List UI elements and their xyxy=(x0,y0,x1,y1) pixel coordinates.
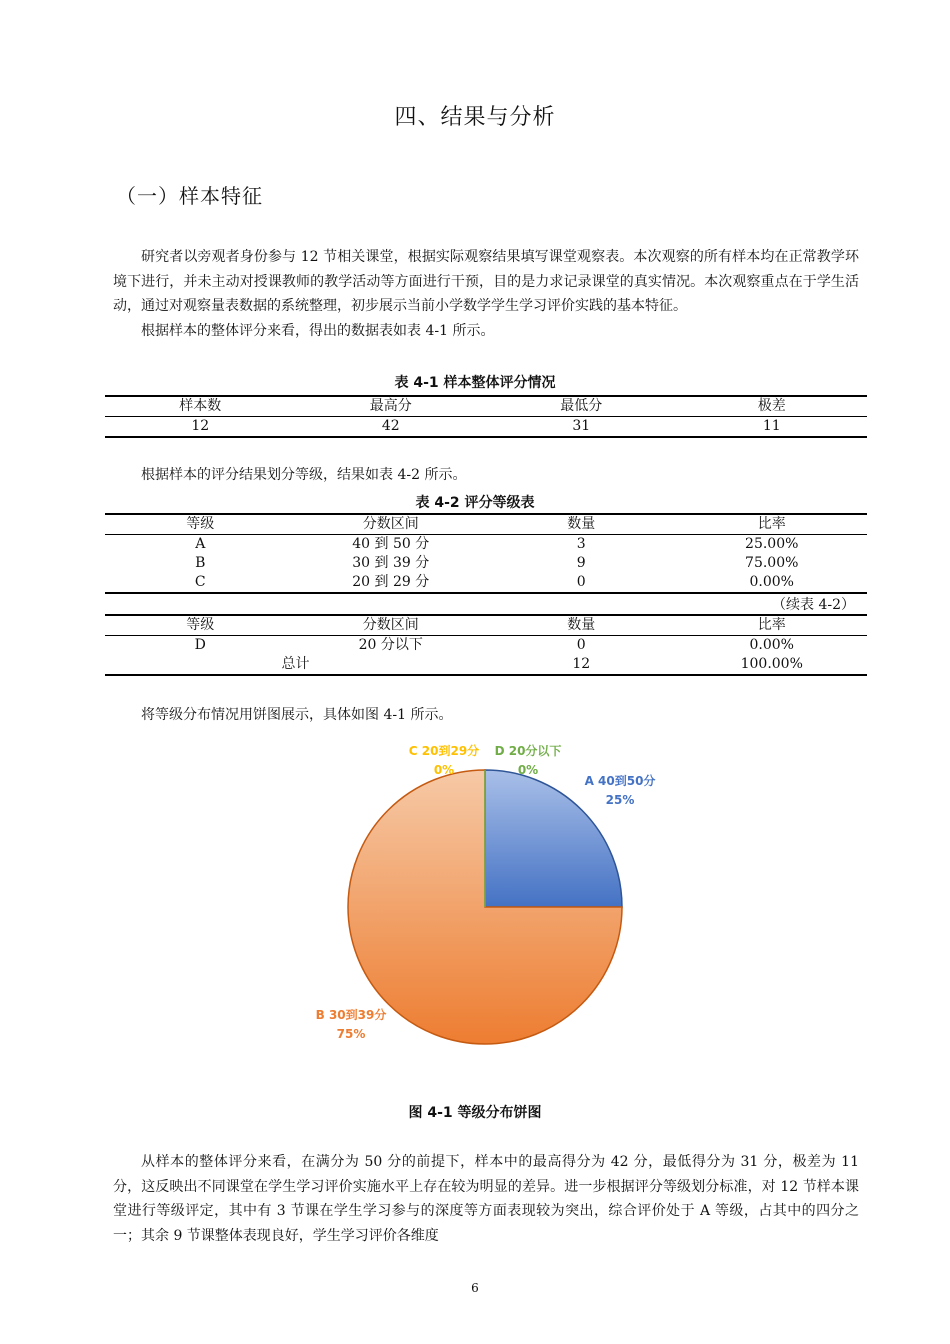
chart-intro-text: 将等级分布情况用饼图展示，具体如图 4-1 所示。 xyxy=(141,707,453,723)
table1-header-cell: 极差 xyxy=(677,396,868,417)
pie-label-name: B 30到39分 xyxy=(315,1008,387,1022)
chart-intro xyxy=(113,703,859,728)
table2-header-cell: 数量 xyxy=(486,615,677,636)
table2-caption: 表 4-2 评分等级表 xyxy=(415,495,535,511)
table1-header-cell: 最高分 xyxy=(296,396,487,417)
pie-label-name: C 20到29分 xyxy=(408,744,480,758)
table-row xyxy=(105,417,867,438)
table2-total-ratio: 100.00% xyxy=(740,656,803,672)
table1-cell: 31 xyxy=(572,418,591,434)
table2-cell: 0.00% xyxy=(749,574,794,590)
table1-cell: 11 xyxy=(762,418,781,434)
table2-cell: 20 分以下 xyxy=(358,637,423,653)
pie-label-percent: 0% xyxy=(517,763,539,777)
section-title: 四、结果与分析 xyxy=(394,105,556,130)
table2-cell: C xyxy=(194,574,206,590)
figure-caption: 图 4-1 等级分布饼图 xyxy=(408,1105,542,1121)
pie-label-name: D 20分以下 xyxy=(494,744,562,758)
table2-intro-text: 根据样本的评分结果划分等级，结果如表 4-2 所示。 xyxy=(141,467,467,483)
table2-header-row xyxy=(105,514,867,535)
intro-paragraph-2: 根据样本的整体评分来看，得出的数据表如表 4-1 所示。 xyxy=(141,322,495,339)
table2-header-cell: 等级 xyxy=(105,615,296,636)
table2-cell: 3 xyxy=(576,536,586,552)
table2-continued-note: （续表 4-2） xyxy=(772,597,855,613)
table2-header-cell: 分数区间 xyxy=(296,615,487,636)
table2-header-cell: 分数区间 xyxy=(296,514,487,535)
table2-cell: A xyxy=(195,536,206,552)
table1 xyxy=(105,395,867,438)
intro-paragraph-1: 研究者以旁观者身份参与 12 节相关课堂，根据实际观察结果填写课堂观察表。本次观察的所有样本均在正常教学环境下进行，并未主动对授课教师的教学活动等方面进行干预，目的是力求记录课堂的真实情况。本次观察重点在于学生活动，通过对观察量表数据的系统整理，初步展示当前小学数学学生学习评价实践的基本特征。 xyxy=(113,249,859,315)
table1-cell: 42 xyxy=(381,418,400,434)
pie-label-percent: 0% xyxy=(433,763,455,777)
table1-cell: 12 xyxy=(191,418,210,434)
table2-header-cell: 等级 xyxy=(105,514,296,535)
table2-cell: 40 到 50 分 xyxy=(352,536,430,552)
table2-total-count: 12 xyxy=(572,656,591,672)
table2-cell: 0 xyxy=(576,574,586,590)
table2-cell: D xyxy=(194,637,206,653)
table2-header-cell: 比率 xyxy=(677,615,868,636)
analysis-text xyxy=(113,1150,859,1248)
table2-header-cell: 比率 xyxy=(677,514,868,535)
table1-caption: 表 4-1 样本整体评分情况 xyxy=(394,375,556,391)
pie-label-percent: 75% xyxy=(336,1027,366,1041)
table2-part1 xyxy=(105,513,867,594)
table-row xyxy=(105,535,867,555)
subsection-title: （一）样本特征 xyxy=(116,184,263,208)
table2-header-cell: 数量 xyxy=(486,514,677,535)
pie-slice-a xyxy=(485,770,622,907)
table2-cell: 0 xyxy=(576,637,586,653)
table1-header-cell: 样本数 xyxy=(105,396,296,417)
table2-part2 xyxy=(105,614,867,676)
table2-cell: 0.00% xyxy=(749,637,794,653)
table2-cell: 75.00% xyxy=(745,555,799,571)
intro-text xyxy=(113,245,859,343)
table-row xyxy=(105,655,867,675)
table-row xyxy=(105,636,867,656)
analysis-paragraph: 从样本的整体评分来看，在满分为 50 分的前提下，样本中的最高得分为 42 分，最低得分为 31 分，极差为 11 分，这反映出不同课堂在学生学习评价实施水平上存在较为明显的差异。进一步根据评分等级划分标准，对 12 节样本课堂进行等级评定，其中有 3 节课在学生学习参与的深度等方面表现较为突出，综合评价处于 A 等级，占其中的四分之一；其余 9 节课整体表现良好，学生学习评价各维度 xyxy=(113,1154,859,1244)
table-row xyxy=(105,573,867,593)
pie-label-percent: 25% xyxy=(605,793,635,807)
table2-total-label: 总计 xyxy=(281,656,310,672)
table-row xyxy=(105,554,867,573)
table2-cell: 20 到 29 分 xyxy=(352,574,430,590)
table1-header-row xyxy=(105,396,867,417)
pie-chart xyxy=(0,730,950,1070)
table2-header-row xyxy=(105,615,867,636)
table2-cell: 9 xyxy=(576,555,586,571)
table1-header-cell: 最低分 xyxy=(486,396,677,417)
table2-cell: 25.00% xyxy=(745,536,799,552)
table2-cell: 30 到 39 分 xyxy=(352,555,430,571)
page-number: 6 xyxy=(471,1281,479,1295)
pie-label-name: A 40到50分 xyxy=(584,774,656,788)
table2-cell: B xyxy=(195,555,206,571)
table2-intro xyxy=(113,463,859,488)
